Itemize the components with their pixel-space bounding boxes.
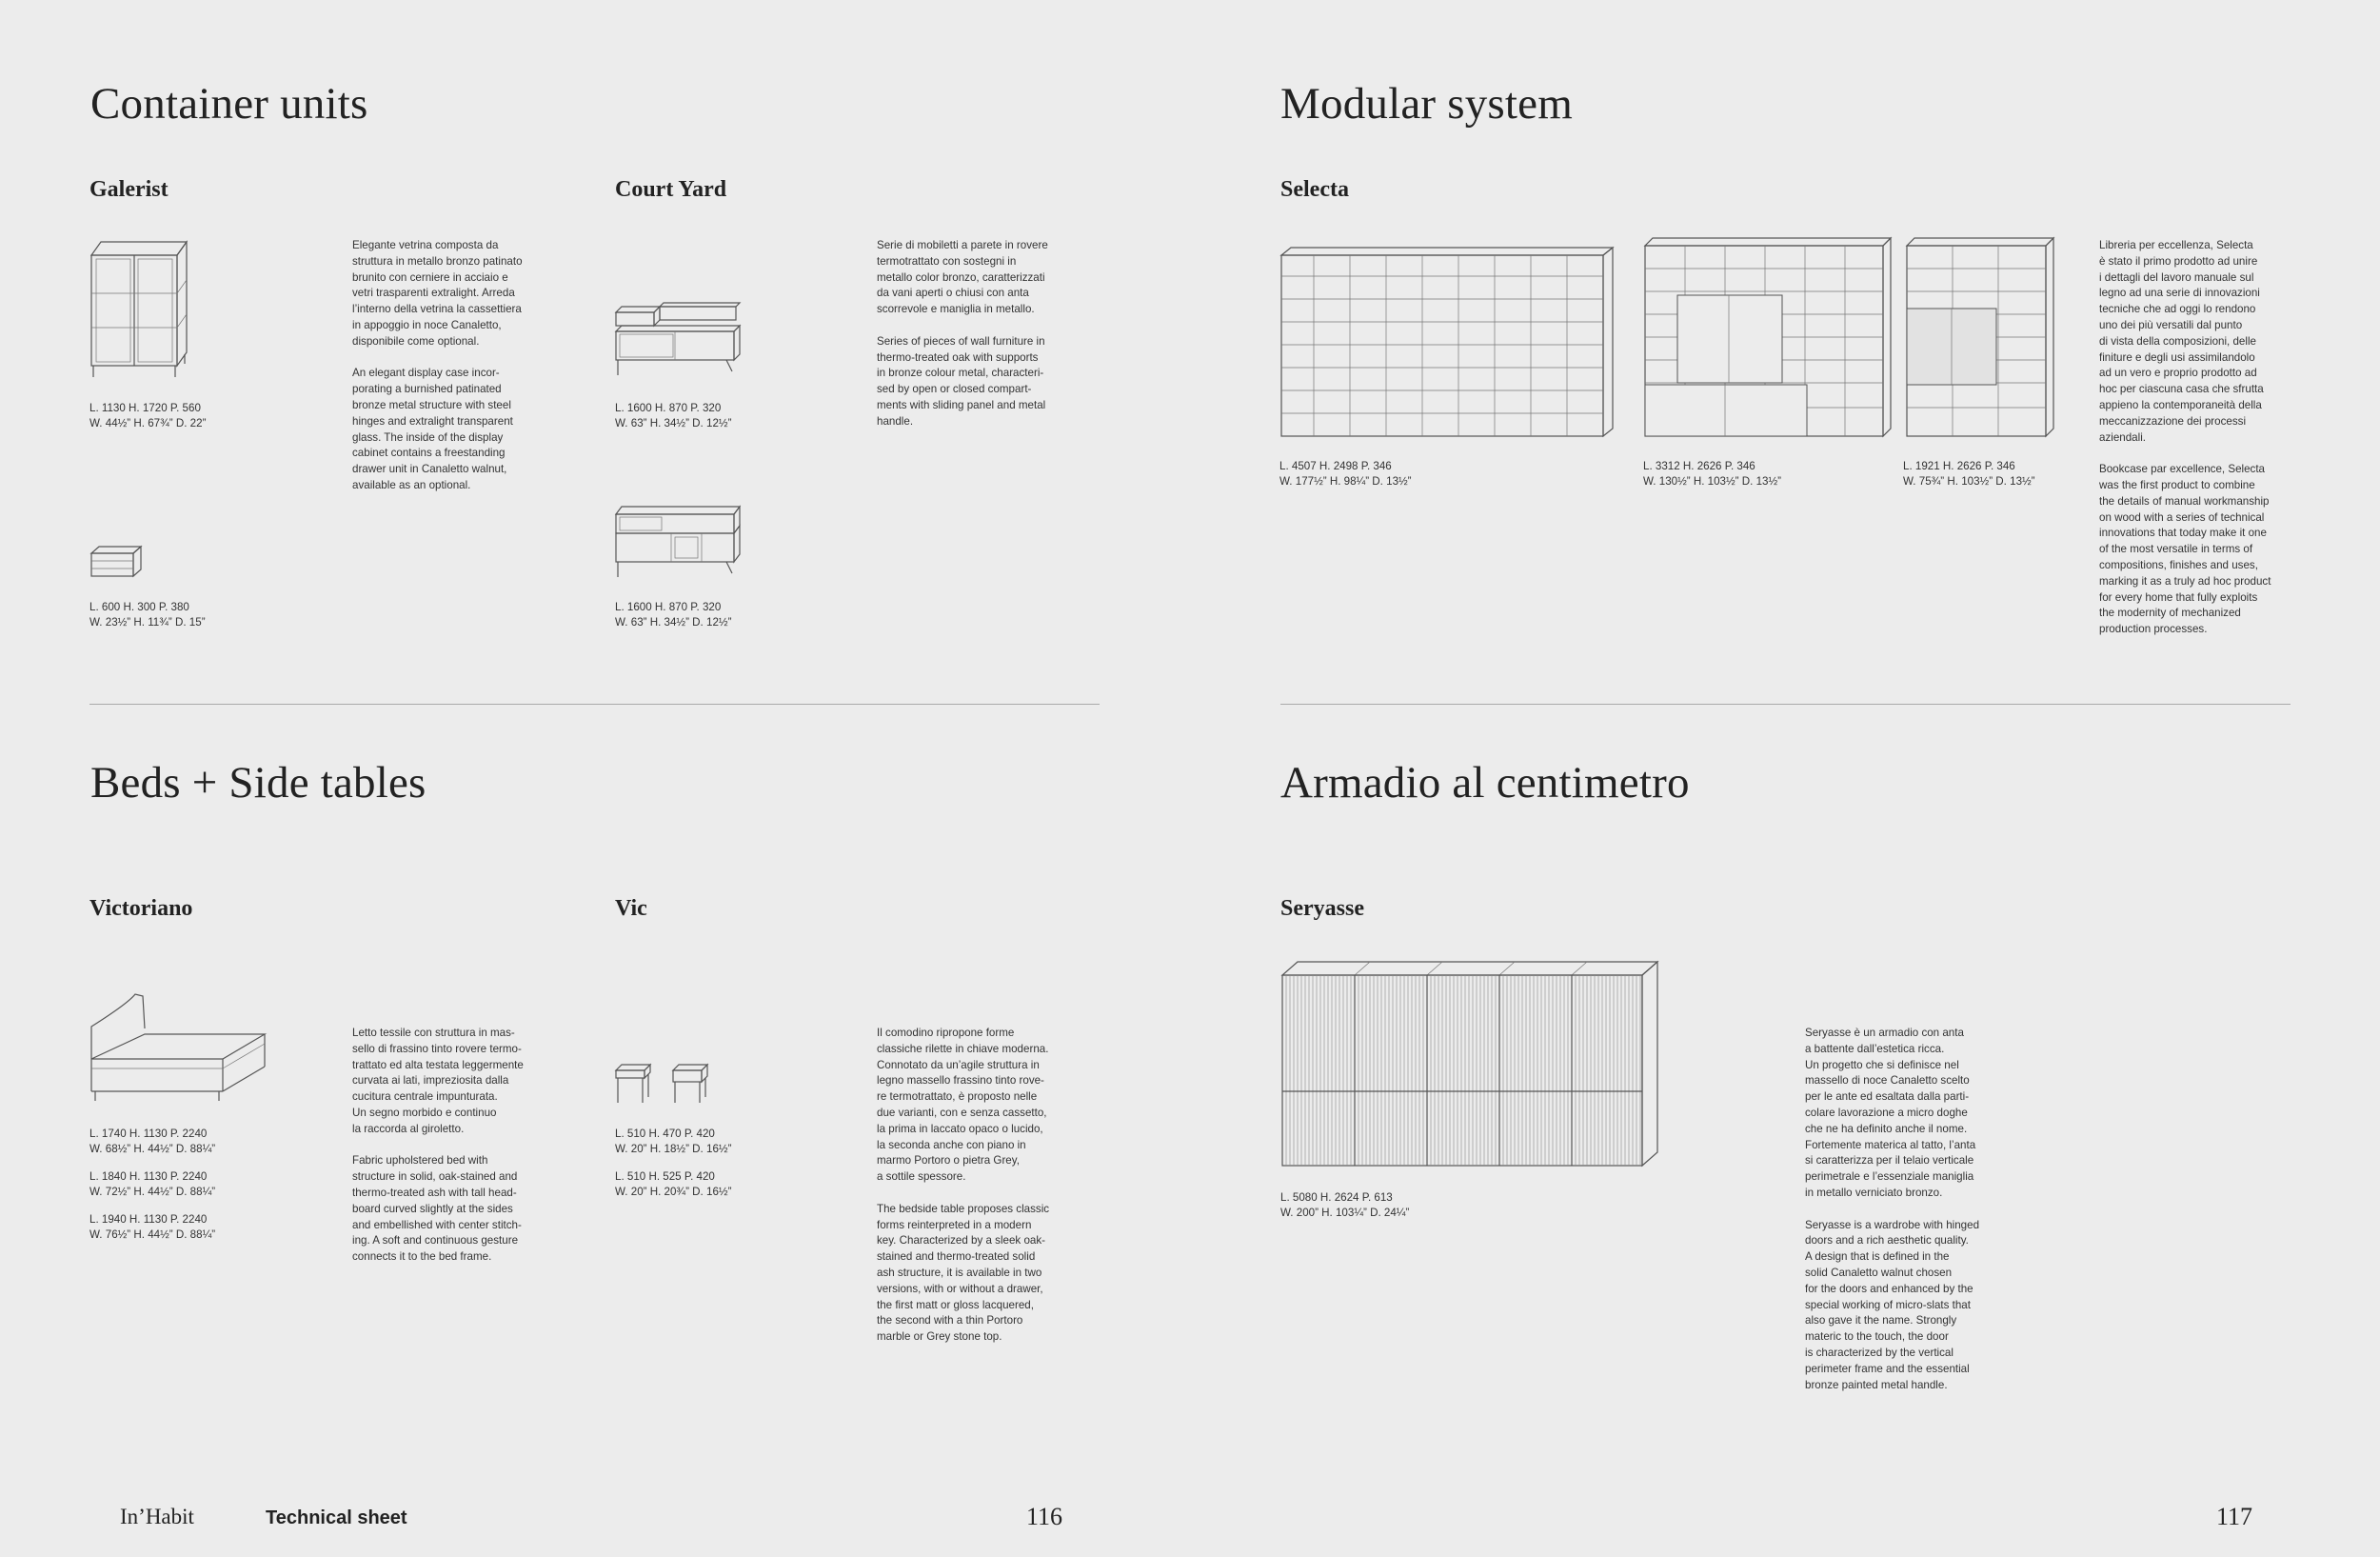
court-yard-dimensions-2: L. 1600 H. 870 P. 320 W. 63” H. 34½” D. 12½” (615, 601, 732, 629)
victoriano-dimensions-3: L. 1940 H. 1130 P. 2240 W. 76½” H. 44½” D. 88¼” (89, 1213, 216, 1241)
seryasse-wardrobe-icon (1280, 960, 1661, 1169)
footer-brand: In’Habit (120, 1505, 194, 1528)
product-name-victoriano: Victoriano (89, 896, 193, 921)
product-name-galerist: Galerist (89, 177, 169, 202)
product-name-vic: Vic (615, 896, 647, 921)
victoriano-dimensions-1: L. 1740 H. 1130 P. 2240 W. 68½” H. 44½” D. 88¼” (89, 1128, 216, 1155)
seryasse-dimensions-1: L. 5080 H. 2624 P. 613 W. 200” H. 103¼” D. 24¼” (1280, 1191, 1410, 1219)
victoriano-dimensions-2: L. 1840 H. 1130 P. 2240 W. 72½” H. 44½” D. 88¼” (89, 1170, 216, 1198)
victoriano-description: Letto tessile con struttura in mas- sello di frassino tinto rovere termo- trattato ed alta testata leggermente curvata ai lati, impreziosita dalla cucitura centrale impunturata. Un segno morbido e continuo la raccorda al giroletto. Fabric upholstered bed with structure in solid, oak-stained and thermo-treated ash with tall head- board curved slightly at the sides and embellished with center stitch- ing. A soft and continuous gesture connects it to the bed frame. (352, 1027, 524, 1264)
section-title-armadio: Armadio al centimetro (1280, 758, 1690, 808)
galerist-dimensions-1: L. 1130 H. 1720 P. 560 W. 44½” H. 67¾” D. 22” (89, 402, 207, 429)
vic-dimensions-1: L. 510 H. 470 P. 420 W. 20” H. 18½” D. 16½” (615, 1128, 732, 1155)
drawer-unit-icon (89, 546, 147, 579)
court-yard-cabinet-icon (614, 303, 747, 379)
seryasse-description: Seryasse è un armadio con anta a battente dall’estetica ricca. Un progetto che si definisce nel massello di noce Canaletto scelto per le ante ed esaltata dalla parti- colare lavorazione a micro doghe che ne ha definito anche il nome. Fortemente materica al tatto, l’anta si caratterizza per il telaio verticale perimetrale e l’essenziale maniglia in metallo verniciato bronzo. Seryasse is a wardrobe with hinged doors and a rich aesthetic quality. A design that is defined in the solid Canaletto walnut chosen for the doors and enhanced by the special working of micro-slats that also gave it the name. Strongly materic to the touch, the door is characterized by the vertical perimeter frame and the essential bronze painted metal handle. (1805, 1027, 1980, 1391)
vic-dimensions-2: L. 510 H. 525 P. 420 W. 20” H. 20¾” D. 16½” (615, 1170, 732, 1198)
footer-label: Technical sheet (266, 1507, 407, 1528)
galerist-display-cabinet-icon (89, 240, 194, 378)
court-yard-cabinet-icon (614, 505, 747, 581)
selecta-bookcase-icon (1643, 236, 1893, 438)
vic-description: Il comodino ripropone forme classiche rilette in chiave moderna. Connotato da un’agile struttura in legno massello frassino tinto rove- re termotrattato, è proposto nelle due varianti, con e senza cassetto, la prima in laccato opaco o lucido, la seconda anche con piano in marmo Portoro o pietra Grey, a sottile spessore. The bedside table proposes classic forms reinterpreted in a modern key. Characterized by a sleek oak- stained and thermo-treated solid ash structure, it is available in two versions, with or without a drawer, the first matt or gloss lacquered, the second with a thin Portoro marble or Grey stone top. (877, 1027, 1050, 1344)
galerist-description: Elegante vetrina composta da struttura in metallo bronzo patinato brunito con cerniere in acciaio e vetri trasparenti extralight. Arreda l’interno della vetrina la cassettiera in appoggio in noce Canaletto, disponibile come optional. An elegant display case incor- porating a burnished patinated bronze metal structure with steel hinges and extralight transparent glass. The inside of the display cabinet contains a freestanding drawer unit in Canaletto walnut, available as an optional. (352, 239, 523, 491)
product-name-selecta: Selecta (1280, 177, 1349, 202)
section-title-container-units: Container units (90, 79, 368, 129)
page-number-left: 116 (1026, 1503, 1063, 1530)
selecta-dimensions-3: L. 1921 H. 2626 P. 346 W. 75¾” H. 103½” D. 13½” (1903, 460, 2035, 488)
page-number-right: 117 (2216, 1503, 2253, 1530)
selecta-dimensions-1: L. 4507 H. 2498 P. 346 W. 177½” H. 98¼” D. 13½” (1279, 460, 1412, 488)
product-name-court-yard: Court Yard (615, 177, 727, 202)
selecta-description: Libreria per eccellenza, Selecta è stato il primo prodotto ad unire i dettagli del lavoro manuale sul legno ad una serie di innovazioni tecniche che ad oggi lo rendono uno dei più versatili dal punto di vista della composizioni, delle finiture e degli usi assimilandolo ad un vero e proprio prodotto ad hoc per ciascuna casa che sfrutta appieno la contemporaneità della meccanizzazione dei processi aziendali. Bookcase par excellence, Selecta was the first product to combine the details of manual workmanship on wood with a series of technical innovations that today make it one of the most versatile in terms of compositions, finishes and uses, marking it as a truly ad hoc product for every home that fully exploits the modernity of mechanized production processes. (2099, 239, 2271, 636)
section-title-beds: Beds + Side tables (90, 758, 426, 808)
selecta-bookcase-icon (1279, 246, 1615, 438)
divider (1280, 704, 2291, 705)
court-yard-description: Serie di mobiletti a parete in rovere termotrattato con sostegni in metallo color bronzo, caratterizzati da vani aperti o chiusi con anta scorrevole e maniglia in metallo. Series of pieces of wall furniture in thermo-treated oak with supports in bronze colour metal, characteri- sed by open or closed compart- ments with sliding panel and metal handle. (877, 239, 1048, 428)
vic-bedside-table-icon (614, 1063, 719, 1110)
selecta-bookcase-icon (1905, 236, 2057, 438)
victoriano-bed-icon (89, 992, 270, 1107)
galerist-dimensions-2: L. 600 H. 300 P. 380 W. 23½” H. 11¾” D. 15” (89, 601, 206, 629)
selecta-dimensions-2: L. 3312 H. 2626 P. 346 W. 130½” H. 103½” D. 13½” (1643, 460, 1781, 488)
court-yard-dimensions-1: L. 1600 H. 870 P. 320 W. 63” H. 34½” D. 12½” (615, 402, 732, 429)
divider (89, 704, 1100, 705)
product-name-seryasse: Seryasse (1280, 896, 1364, 921)
section-title-modular-system: Modular system (1280, 79, 1573, 129)
